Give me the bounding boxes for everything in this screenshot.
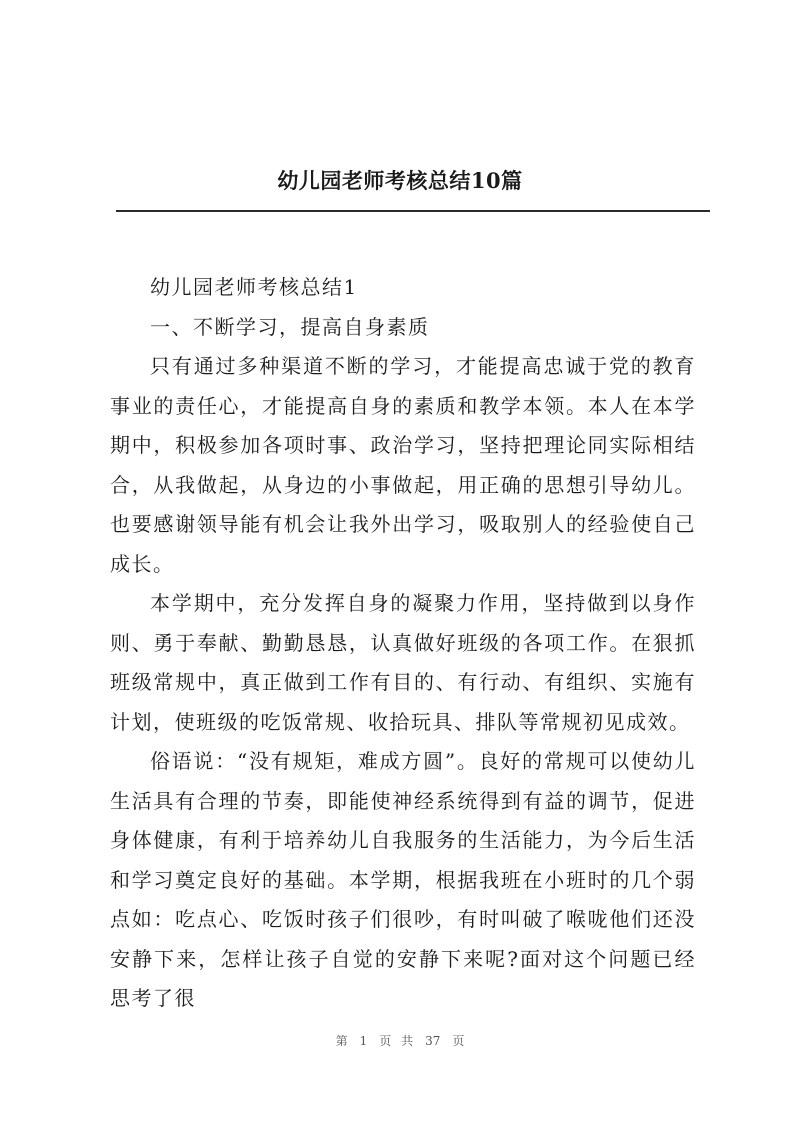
footer-label-page: 第 xyxy=(335,1034,348,1048)
title-divider xyxy=(116,210,710,212)
document-title: 幼儿园老师考核总结10篇 xyxy=(277,168,523,193)
body-paragraph: 俗语说：“没有规矩，难成方圆”。良好的常规可以使幼儿生活具有合理的节奏，即能使神经系统得到有益的调节，促进身体健康，有利于培养幼儿自我服务的生活能力，为今后生活和学习奠定良好的基础。本学期，根据我班在小班时的几个弱点如：吃点心、吃饭时孩子们很吵，有时叫破了喉咙他们还没安静下来，怎样让孩子自觉的安静下来呢?面对这个问题已经思考了很 xyxy=(110,749,696,1010)
body-paragraph: 本学期中，充分发挥自身的凝聚力作用，坚持做到以身作则、勇于奉献、勤勤恳恳，认真做好班级的各项工作。在狠抓班级常规中，真正做到工作有目的、有行动、有组织、实施有计划，使班级的吃饭常规、收拾玩具、排队等常规初见成效。 xyxy=(110,591,696,734)
footer-label-of: 页 共 xyxy=(379,1034,414,1048)
page-footer xyxy=(0,1032,800,1049)
subsection-heading: 一、不断学习，提高自身素质 xyxy=(150,314,430,339)
footer-page-number: 1 xyxy=(359,1034,368,1048)
footer-total-pages: 37 xyxy=(425,1034,441,1048)
document-body xyxy=(110,268,696,1019)
body-paragraph: 只有通过多种渠道不断的学习，才能提高忠诚于党的教育事业的责任心，才能提高自身的素质和教学本领。本人在本学期中，积极参加各项时事、政治学习，坚持把理论同实际相结合，从我做起，从身边的小事做起，用正确的思想引导幼儿。也要感谢领导能有机会让我外出学习，吸取别人的经验使自己成长。 xyxy=(110,354,696,576)
footer-label-pages: 页 xyxy=(452,1034,465,1048)
section-heading: 幼儿园老师考核总结1 xyxy=(150,275,358,299)
